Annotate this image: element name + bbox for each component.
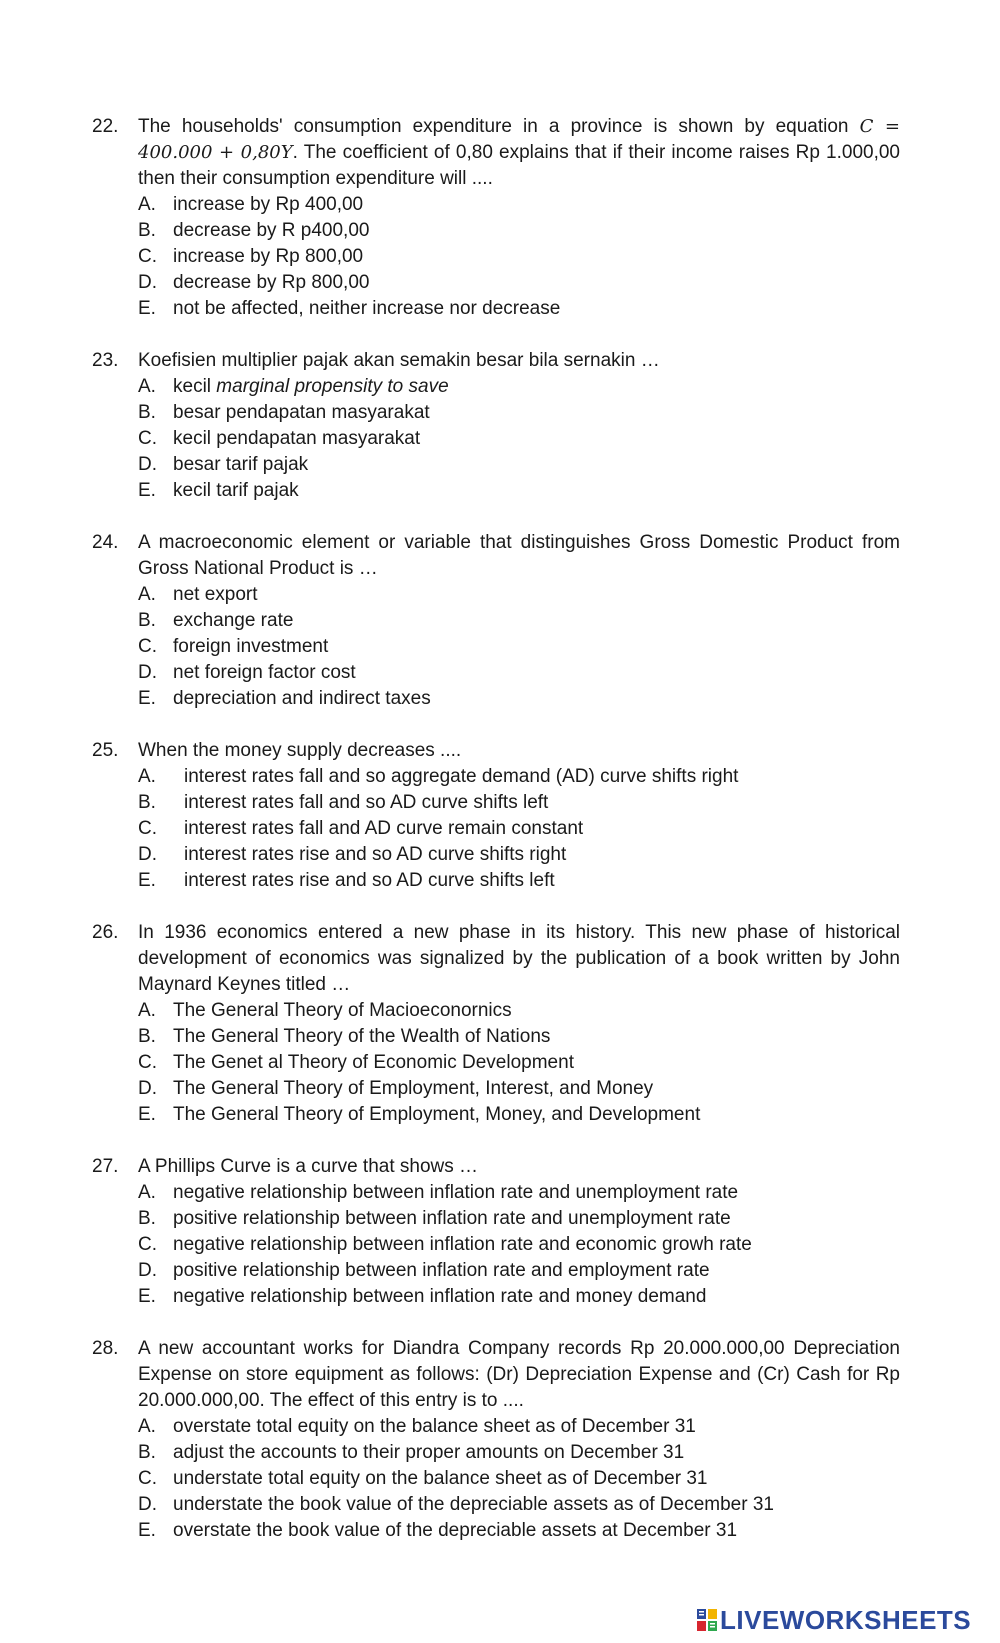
option-a[interactable] [138, 998, 900, 1024]
option-letter: B. [138, 220, 156, 241]
option-letter: A. [138, 584, 156, 605]
option-letter: A. [138, 1182, 156, 1203]
question-number: 26. [92, 922, 119, 943]
option-d[interactable] [138, 1492, 900, 1518]
option-letter: C. [138, 246, 157, 267]
option-letter: E. [138, 298, 156, 319]
question-stem: A Phillips Curve is a curve that shows … [138, 1156, 479, 1177]
option-letter: D. [138, 454, 157, 475]
question-body [138, 1336, 900, 1544]
question-27 [92, 1154, 900, 1310]
option-d[interactable] [138, 660, 900, 686]
question-body [138, 920, 900, 1128]
question-body [138, 738, 900, 894]
question-number: 27. [92, 1156, 119, 1177]
option-a[interactable] [138, 764, 900, 790]
question-body [138, 348, 900, 504]
option-text: interest rates fall and AD curve remain constant [184, 818, 584, 839]
option-b[interactable] [138, 1440, 900, 1466]
option-text: besar tarif pajak [173, 454, 309, 475]
option-b[interactable] [138, 218, 900, 244]
option-letter: B. [138, 1026, 156, 1047]
options-list [138, 1414, 900, 1544]
question-number: 22. [92, 116, 119, 137]
option-letter: B. [138, 792, 156, 813]
option-c[interactable] [138, 1232, 900, 1258]
option-e[interactable] [138, 478, 900, 504]
option-text: The General Theory of the Wealth of Nations [173, 1026, 551, 1047]
option-letter: C. [138, 818, 157, 839]
option-b[interactable] [138, 608, 900, 634]
option-a[interactable] [138, 1180, 900, 1206]
option-e[interactable] [138, 296, 900, 322]
options-list [138, 582, 900, 712]
option-text: not be affected, neither increase nor decrease [173, 298, 561, 319]
liveworksheets-logo-icon [696, 1608, 718, 1632]
options-list [138, 998, 900, 1128]
options-list [138, 1180, 900, 1310]
question-22 [92, 114, 900, 322]
question-stem: Koefisien multiplier pajak akan semakin besar bila sernakin … [138, 350, 660, 371]
options-list [138, 374, 900, 504]
option-letter: C. [138, 1468, 157, 1489]
option-text [173, 374, 449, 400]
question-stem: When the money supply decreases .... [138, 740, 462, 761]
option-text: interest rates rise and so AD curve shifts right [184, 844, 567, 865]
option-c[interactable] [138, 634, 900, 660]
option-letter: E. [138, 1286, 156, 1307]
option-text: kecil tarif pajak [173, 480, 299, 501]
option-text: interest rates fall and so AD curve shifts left [184, 792, 549, 813]
option-letter: E. [138, 480, 156, 501]
worksheet-page [92, 114, 900, 1570]
question-stem: In 1936 economics entered a new phase in its history. This new phase of historical development of economics was signalized by the publication of a book written by John Maynard Keynes titled … [138, 922, 900, 995]
option-letter: C. [138, 1234, 157, 1255]
option-text: exchange rate [173, 610, 294, 631]
option-c[interactable] [138, 816, 900, 842]
option-text: The Genet al Theory of Economic Development [173, 1052, 574, 1073]
question-23 [92, 348, 900, 504]
option-letter: D. [138, 844, 157, 865]
option-text: positive relationship between inflation rate and unemployment rate [173, 1208, 731, 1229]
stem-text-post: . The coefficient of 0,80 explains that if their income raises Rp 1.000,00 then their consumption expenditure will .... [138, 142, 901, 189]
question-24 [92, 530, 900, 712]
options-list [138, 192, 900, 322]
option-text: understate total equity on the balance sheet as of December 31 [173, 1468, 708, 1489]
option-text: The General Theory of Employment, Interest, and Money [173, 1078, 654, 1099]
option-text: foreign investment [173, 636, 329, 657]
option-c[interactable] [138, 426, 900, 452]
option-text: The General Theory of Macioeconornics [173, 1000, 512, 1021]
option-letter: E. [138, 1520, 156, 1541]
option-text: negative relationship between inflation rate and economic growh rate [173, 1234, 752, 1255]
option-text-plain: kecil [173, 376, 217, 397]
option-e[interactable] [138, 868, 900, 894]
option-letter: E. [138, 688, 156, 709]
option-b[interactable] [138, 790, 900, 816]
option-text: net export [173, 584, 258, 605]
option-text: adjust the accounts to their proper amounts on December 31 [173, 1442, 685, 1463]
question-body [138, 1154, 900, 1310]
option-text: overstate the book value of the depreciable assets at December 31 [173, 1520, 738, 1541]
option-c[interactable] [138, 1466, 900, 1492]
option-letter: A. [138, 194, 156, 215]
option-c[interactable] [138, 1050, 900, 1076]
option-letter: D. [138, 1078, 157, 1099]
liveworksheets-branding[interactable] [696, 1605, 971, 1635]
option-c[interactable] [138, 244, 900, 270]
option-text: understate the book value of the depreciable assets as of December 31 [173, 1494, 774, 1515]
option-letter: A. [138, 1000, 156, 1021]
option-letter: B. [138, 1442, 156, 1463]
option-text-italic: marginal propensity to save [216, 376, 449, 397]
option-letter: C. [138, 1052, 157, 1073]
option-d[interactable] [138, 270, 900, 296]
option-e[interactable] [138, 686, 900, 712]
question-number: 23. [92, 350, 119, 371]
option-e[interactable] [138, 1284, 900, 1310]
option-e[interactable] [138, 1102, 900, 1128]
option-text: interest rates rise and so AD curve shifts left [184, 870, 555, 891]
option-letter: A. [138, 766, 156, 787]
option-letter: C. [138, 636, 157, 657]
option-a[interactable] [138, 582, 900, 608]
option-a[interactable] [138, 1414, 900, 1440]
question-28 [92, 1336, 900, 1544]
option-letter: A. [138, 1416, 156, 1437]
option-text: decrease by R p400,00 [173, 220, 370, 241]
option-letter: E. [138, 1104, 156, 1125]
liveworksheets-wordmark: LIVEWORKSHEETS [720, 1604, 972, 1635]
question-number: 25. [92, 740, 119, 761]
option-text: positive relationship between inflation rate and employment rate [173, 1260, 710, 1281]
option-text: interest rates fall and so aggregate demand (AD) curve shifts right [184, 766, 739, 787]
question-stem [138, 114, 900, 192]
option-e[interactable] [138, 1518, 900, 1544]
option-d[interactable] [138, 1258, 900, 1284]
stem-text-pre: The households' consumption expenditure in a province is shown by equation [138, 116, 860, 137]
option-text: increase by Rp 800,00 [173, 246, 364, 267]
options-list [138, 764, 900, 894]
option-letter: A. [138, 376, 156, 397]
option-text: negative relationship between inflation rate and money demand [173, 1286, 707, 1307]
option-letter: B. [138, 402, 156, 423]
option-text: negative relationship between inflation rate and unemployment rate [173, 1182, 739, 1203]
option-b[interactable] [138, 1024, 900, 1050]
option-text: increase by Rp 400,00 [173, 194, 364, 215]
option-text: depreciation and indirect taxes [173, 688, 431, 709]
option-letter: D. [138, 272, 157, 293]
option-b[interactable] [138, 1206, 900, 1232]
question-26 [92, 920, 900, 1128]
option-d[interactable] [138, 842, 900, 868]
option-letter: B. [138, 610, 156, 631]
question-stem: A new accountant works for Diandra Company records Rp 20.000.000,00 Depreciation Expense on store equipment as follows: (Dr) Depreciation Expense and (Cr) Cash for Rp 20.000.000,00. The effect of this entry is to .... [138, 1338, 900, 1411]
option-letter: D. [138, 1494, 157, 1515]
consumption-equation: C = 400.000 + 0,80Y [138, 116, 901, 163]
option-letter: E. [138, 870, 156, 891]
question-25 [92, 738, 900, 894]
option-b[interactable] [138, 400, 900, 426]
option-text: overstate total equity on the balance sheet as of December 31 [173, 1416, 696, 1437]
option-text: besar pendapatan masyarakat [173, 402, 430, 423]
option-a[interactable] [138, 192, 900, 218]
question-stem: A macroeconomic element or variable that distinguishes Gross Domestic Product from Gross National Product is … [138, 532, 900, 579]
option-d[interactable] [138, 1076, 900, 1102]
option-letter: D. [138, 1260, 157, 1281]
question-body [138, 114, 900, 322]
option-text: decrease by Rp 800,00 [173, 272, 370, 293]
question-number: 24. [92, 532, 119, 553]
option-text: The General Theory of Employment, Money, and Development [173, 1104, 701, 1125]
option-text: kecil pendapatan masyarakat [173, 428, 421, 449]
option-letter: B. [138, 1208, 156, 1229]
question-number: 28. [92, 1338, 119, 1359]
question-body [138, 530, 900, 712]
option-a[interactable] [138, 374, 900, 400]
option-letter: D. [138, 662, 157, 683]
option-d[interactable] [138, 452, 900, 478]
option-letter: C. [138, 428, 157, 449]
option-text: net foreign factor cost [173, 662, 356, 683]
